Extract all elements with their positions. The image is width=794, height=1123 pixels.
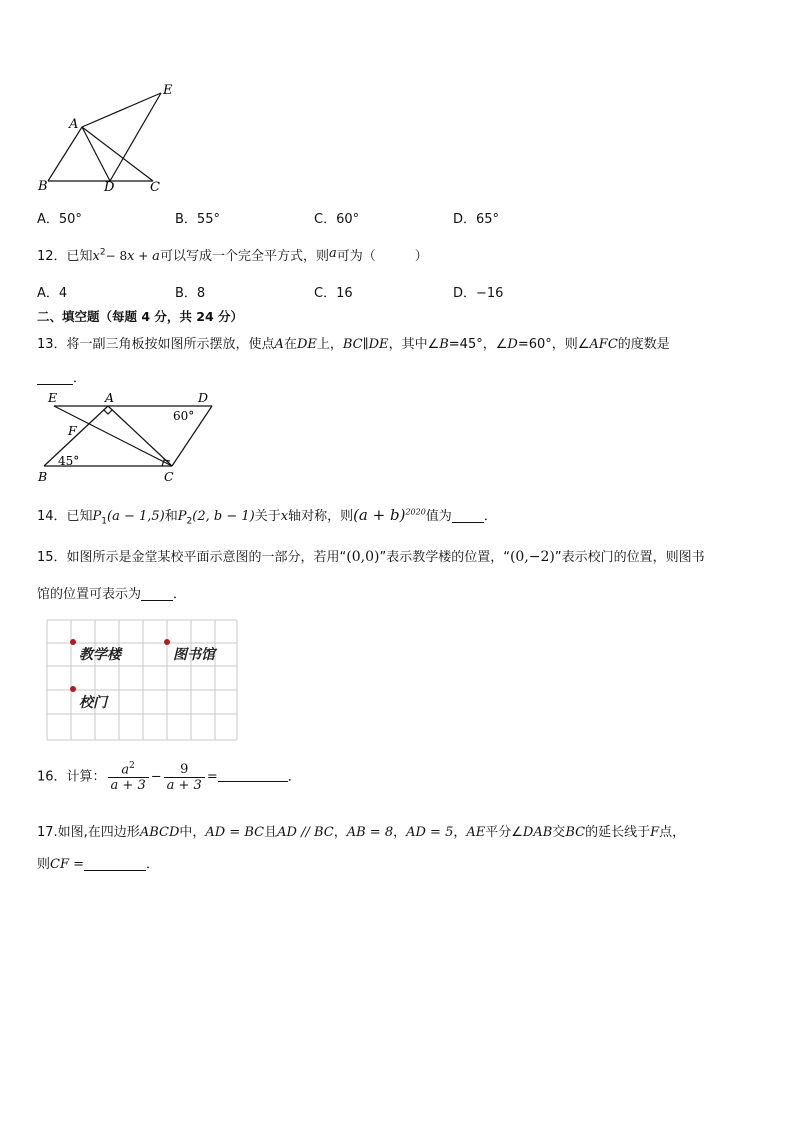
- q17-ad: AD = 5: [406, 825, 454, 840]
- q14-stem: [37, 505, 497, 527]
- q17-t2: 中，: [179, 825, 206, 840]
- school-gate-label: 校门: [79, 695, 107, 711]
- q14-t2: 关于: [254, 509, 281, 524]
- q13-end: ．: [73, 371, 87, 386]
- q12-a: a: [152, 249, 160, 264]
- q17-t9: 的延长线于: [585, 825, 651, 840]
- q13-t3: 上，: [316, 337, 343, 352]
- q15-line2-text: 馆的位置可表示为: [37, 587, 142, 602]
- q17-ae: AE: [466, 825, 486, 840]
- q13-label-f: F: [68, 423, 77, 438]
- library-label: 图书馆: [173, 647, 215, 663]
- q16-minus: −: [150, 769, 162, 785]
- q17-line2-text: 则: [37, 857, 51, 872]
- q14-end: ．: [483, 509, 497, 524]
- q13-label-e: E: [48, 390, 58, 405]
- q13-b: B: [439, 337, 449, 352]
- q17-t3: 且: [264, 825, 278, 840]
- q14-and: 和: [164, 509, 178, 524]
- q16-end: ．: [287, 769, 301, 785]
- q17-cf: CF: [50, 857, 69, 872]
- q17-abcd: ABCD: [139, 825, 180, 840]
- q14-x: x: [280, 509, 289, 524]
- q11-option-b[interactable]: B．55°: [175, 212, 220, 227]
- q17-t6: ，: [453, 825, 467, 840]
- q14-c1: (a − 1,5): [107, 509, 165, 524]
- q15-end: ．: [173, 587, 187, 602]
- q17-eq1: AD = BC: [205, 825, 265, 840]
- q14-p2: P: [177, 509, 187, 524]
- q13-text: 13．将一副三角板按如图所示摆放，使点: [37, 337, 275, 352]
- q17-ab: AB = 8: [346, 825, 394, 840]
- q11-option-c[interactable]: C．60°: [314, 212, 360, 227]
- q17-t7: 平分∠: [485, 825, 523, 840]
- q17-line1: [37, 821, 685, 840]
- q12-stem: [37, 245, 428, 264]
- q16-num2: 9: [164, 763, 205, 778]
- q17-t1: 17.如图,在四边形: [37, 825, 140, 840]
- q13-bc-parallel-de: BC∥DE: [342, 337, 389, 352]
- q11-option-a[interactable]: A．50°: [37, 212, 82, 227]
- q16-num1: a: [121, 762, 130, 778]
- q17-t8: 交: [552, 825, 566, 840]
- q13-d: D: [507, 337, 518, 352]
- q14-c2: (2, b − 1): [192, 509, 255, 524]
- q16-answer-blank[interactable]: [218, 773, 288, 782]
- q13-answer-line: [37, 367, 86, 386]
- q16-stem: [37, 762, 301, 792]
- q13-stem: [37, 333, 670, 352]
- teaching-building-marker: [70, 639, 76, 645]
- q14-exp: 2020: [405, 507, 426, 517]
- label-c: C: [150, 180, 160, 195]
- q17-answer-blank[interactable]: [84, 858, 146, 871]
- school-gate-marker: [70, 686, 76, 692]
- library-marker: [164, 639, 170, 645]
- q16-den1: a + 3: [110, 778, 146, 794]
- q15-pt2: (0,−2): [509, 549, 555, 565]
- q15-line2: [37, 583, 186, 602]
- q12-option-a[interactable]: A．4: [37, 286, 68, 301]
- teaching-building-label: 教学楼: [79, 647, 121, 663]
- q13-de: DE: [296, 337, 317, 352]
- q15-answer-blank[interactable]: [141, 588, 173, 601]
- q13-t5: =45°，∠: [448, 337, 508, 352]
- set-squares-figure-q13: [30, 386, 220, 482]
- q13-t6: =60°，则∠: [517, 337, 590, 352]
- q12-x: x: [92, 249, 100, 264]
- q13-answer-blank[interactable]: [37, 372, 73, 385]
- label-b: B: [38, 179, 48, 194]
- q14-p1: P: [92, 509, 102, 524]
- q13-label-b: B: [38, 469, 48, 482]
- q13-angle-45: 45°: [58, 454, 80, 468]
- q17-bc: BC: [565, 825, 586, 840]
- q16-eq: =: [206, 769, 218, 785]
- section-title: 二、填空题（每题 4 分，共 24 分）: [37, 309, 244, 324]
- triangle-figure-q11: [30, 80, 190, 198]
- q12-a2: a: [328, 246, 337, 261]
- q14-t3: 轴对称，则: [288, 509, 354, 524]
- q12-text1: 可以写成一个完全平方式，则: [159, 249, 329, 264]
- q15-line1b: ”表示教学楼的位置，“: [379, 550, 510, 565]
- q13-angle-60: 60°: [173, 409, 195, 423]
- q14-t4: 值为: [425, 509, 452, 524]
- q17-eq: =: [68, 857, 85, 872]
- q12-plus: +: [134, 249, 153, 263]
- q17-t4: ，: [333, 825, 347, 840]
- q13-t2: 在: [283, 337, 297, 352]
- q11-option-d[interactable]: D．65°: [453, 212, 500, 227]
- q16-text: 16．计算：: [37, 769, 106, 785]
- q15-line1a: 15．如图所示是金堂某校平面示意图的一部分，若用“: [37, 550, 347, 565]
- q12-number: 12．已知: [37, 249, 93, 264]
- q17-f: F: [650, 825, 660, 840]
- q12-option-b[interactable]: B．8: [175, 286, 206, 301]
- q14-expr: (a + b): [353, 506, 406, 524]
- q12-mid: − 8: [105, 249, 128, 263]
- q12-option-d[interactable]: D．−16: [453, 286, 504, 301]
- q17-dab: DAB: [522, 825, 553, 840]
- q13-label-a: A: [105, 390, 115, 405]
- q12-option-c[interactable]: C．16: [314, 286, 353, 301]
- q17-t10: 点，: [659, 825, 686, 840]
- label-d: D: [104, 180, 115, 195]
- q13-afc: AFC: [589, 337, 618, 352]
- q12-exp: 2: [99, 247, 106, 258]
- q13-t7: 的度数是: [617, 337, 670, 352]
- q15-line1c: ”表示校门的位置，则图书: [554, 550, 705, 565]
- q15-pt1: (0,0): [346, 549, 380, 565]
- q16-fraction-2: [164, 763, 205, 792]
- q12-x2: x: [127, 249, 135, 264]
- label-a: A: [69, 117, 79, 132]
- q13-label-c: C: [164, 469, 174, 482]
- q15-line1: [37, 546, 705, 565]
- q16-den2: a + 3: [166, 777, 202, 793]
- q14-text: 14．已知: [37, 509, 93, 524]
- q13-label-d: D: [198, 390, 209, 405]
- q14-answer-blank[interactable]: [452, 510, 484, 523]
- q17-parallel: AD // BC: [277, 825, 334, 840]
- campus-map-grid: [45, 616, 241, 744]
- q16-num1-exp: 2: [129, 761, 135, 771]
- q14-sub1: 1: [101, 516, 108, 527]
- q17-end: ．: [146, 857, 160, 872]
- q14-sub2: 2: [186, 516, 193, 527]
- q13-a: A: [274, 337, 284, 352]
- q16-fraction-1: [108, 762, 149, 792]
- q17-t5: ，: [393, 825, 407, 840]
- label-e: E: [163, 83, 173, 98]
- q12-text2: 可为（ ）: [336, 249, 428, 264]
- q17-line2: [37, 853, 159, 872]
- q13-t4: ，其中∠: [388, 337, 440, 352]
